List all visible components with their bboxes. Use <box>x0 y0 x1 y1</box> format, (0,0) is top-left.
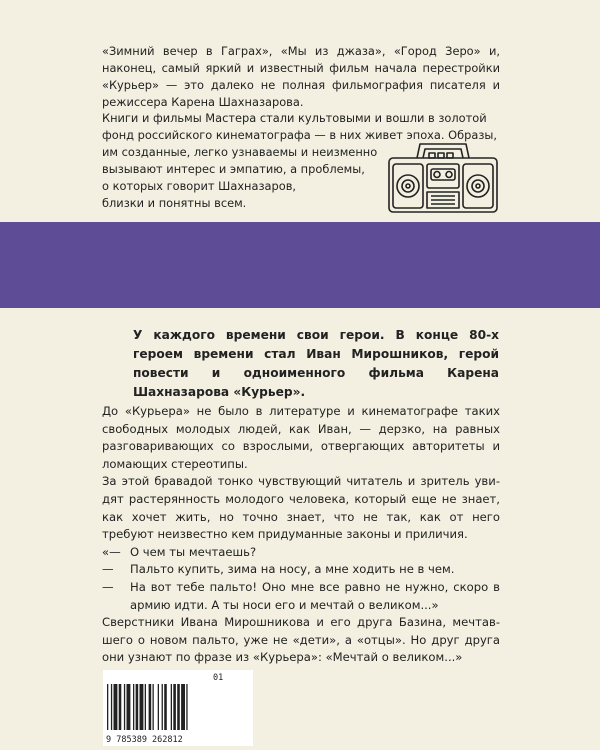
body-text <box>102 403 500 667</box>
dialog-text: Пальто купить, зима на носу, а мне ходить не в чем. <box>130 562 455 577</box>
barcode-bar <box>145 684 146 730</box>
praise-line: близки и понятны всем. <box>102 196 247 210</box>
barcode-bar <box>119 684 122 730</box>
barcode-bar <box>127 684 131 730</box>
barcode-number: 9 785389 262812 <box>106 735 183 745</box>
barcode-bar <box>111 684 112 730</box>
barcode-bar <box>136 684 139 730</box>
barcode-bar <box>149 684 152 730</box>
dialog-line <box>102 561 500 579</box>
praise-line: о которых говорит Шахназаров, <box>102 179 297 193</box>
dialog-line <box>102 544 500 562</box>
barcode-bar <box>133 684 134 730</box>
dialog-text: На вот тебе пальто! Оно мне все равно не нужно, скоро в армию идти. А ты носи его и мечтай о великом...» <box>130 579 500 612</box>
dialog-dash: «— <box>102 544 121 559</box>
barcode-bar <box>177 684 180 730</box>
praise-line: им созданные, легко узнаваемы и неизменно <box>102 145 378 159</box>
praise-line: Книги и фильмы Мастера стали культовыми и вошли в золотой <box>102 111 487 125</box>
barcode-bar <box>164 684 167 730</box>
purple-band <box>0 222 600 308</box>
barcode-bar <box>153 684 154 730</box>
barcode-bar <box>158 684 159 730</box>
barcode-bar <box>107 684 108 730</box>
praise-paragraph <box>102 110 498 212</box>
barcode-addon: 01 <box>213 673 224 683</box>
barcode-bar <box>171 684 172 730</box>
body-paragraph: За этой бравадой тонко чувствующий читатель и зритель увидят растерянность молодого человека, который еще не знает, как хочет жить, но точно знает, что не так, как от него требуют неизвестно кем придуманные законы и приличия. <box>102 474 500 542</box>
dialog-dash: — <box>102 562 114 577</box>
intro-paragraph: «Зимний вечер в Гаграх», «Мы из джаза», «Город Зеро» и, наконец, самый яркий и известный фильм начала перестройки «Курьер» — это далеко не полная фильмография писателя и режиссера Карена Шахназарова. <box>102 44 500 109</box>
dialog-dash: — <box>102 579 114 594</box>
dialog-line <box>102 579 500 614</box>
barcode-bar <box>124 684 125 730</box>
body-paragraph: До «Курьера» не было в литературе и кинематографе таких свободных молодых людей, как Иван, — дерзко, на равных разговаривающих со взрослыми, отвергающих авторитеты и ломающих стереотипы. <box>102 404 500 471</box>
barcode-bar <box>173 684 176 730</box>
barcode-bar <box>181 684 185 730</box>
body-paragraph: Сверстники Ивана Мирошникова и его друга Базина, мечтавшего о новом пальто, уже не «дети», а «отцы». Но друг друга они узнают по фразе из «Курьера»: «Мечтай о великом...» <box>102 615 500 665</box>
barcode-bar <box>186 684 187 730</box>
boombox-icon <box>387 138 499 216</box>
barcode-bar <box>140 684 144 730</box>
dialog-text: О чем ты мечтаешь? <box>130 544 257 559</box>
praise-line: вызывают интерес и эмпатию, а проблемы, <box>102 162 365 176</box>
barcode-bar <box>162 684 163 730</box>
lead-paragraph: У каждого времени свои герои. В конце 80-х героем времени стал Иван Мирошников, герой повести и одноименного фильма Карена Шахназарова «Курьер». <box>133 328 499 399</box>
barcode <box>103 670 253 746</box>
barcode-bar <box>114 684 118 730</box>
praise-line: фонд российского кинематографа — в них живет эпоха. Образы, <box>102 128 498 142</box>
